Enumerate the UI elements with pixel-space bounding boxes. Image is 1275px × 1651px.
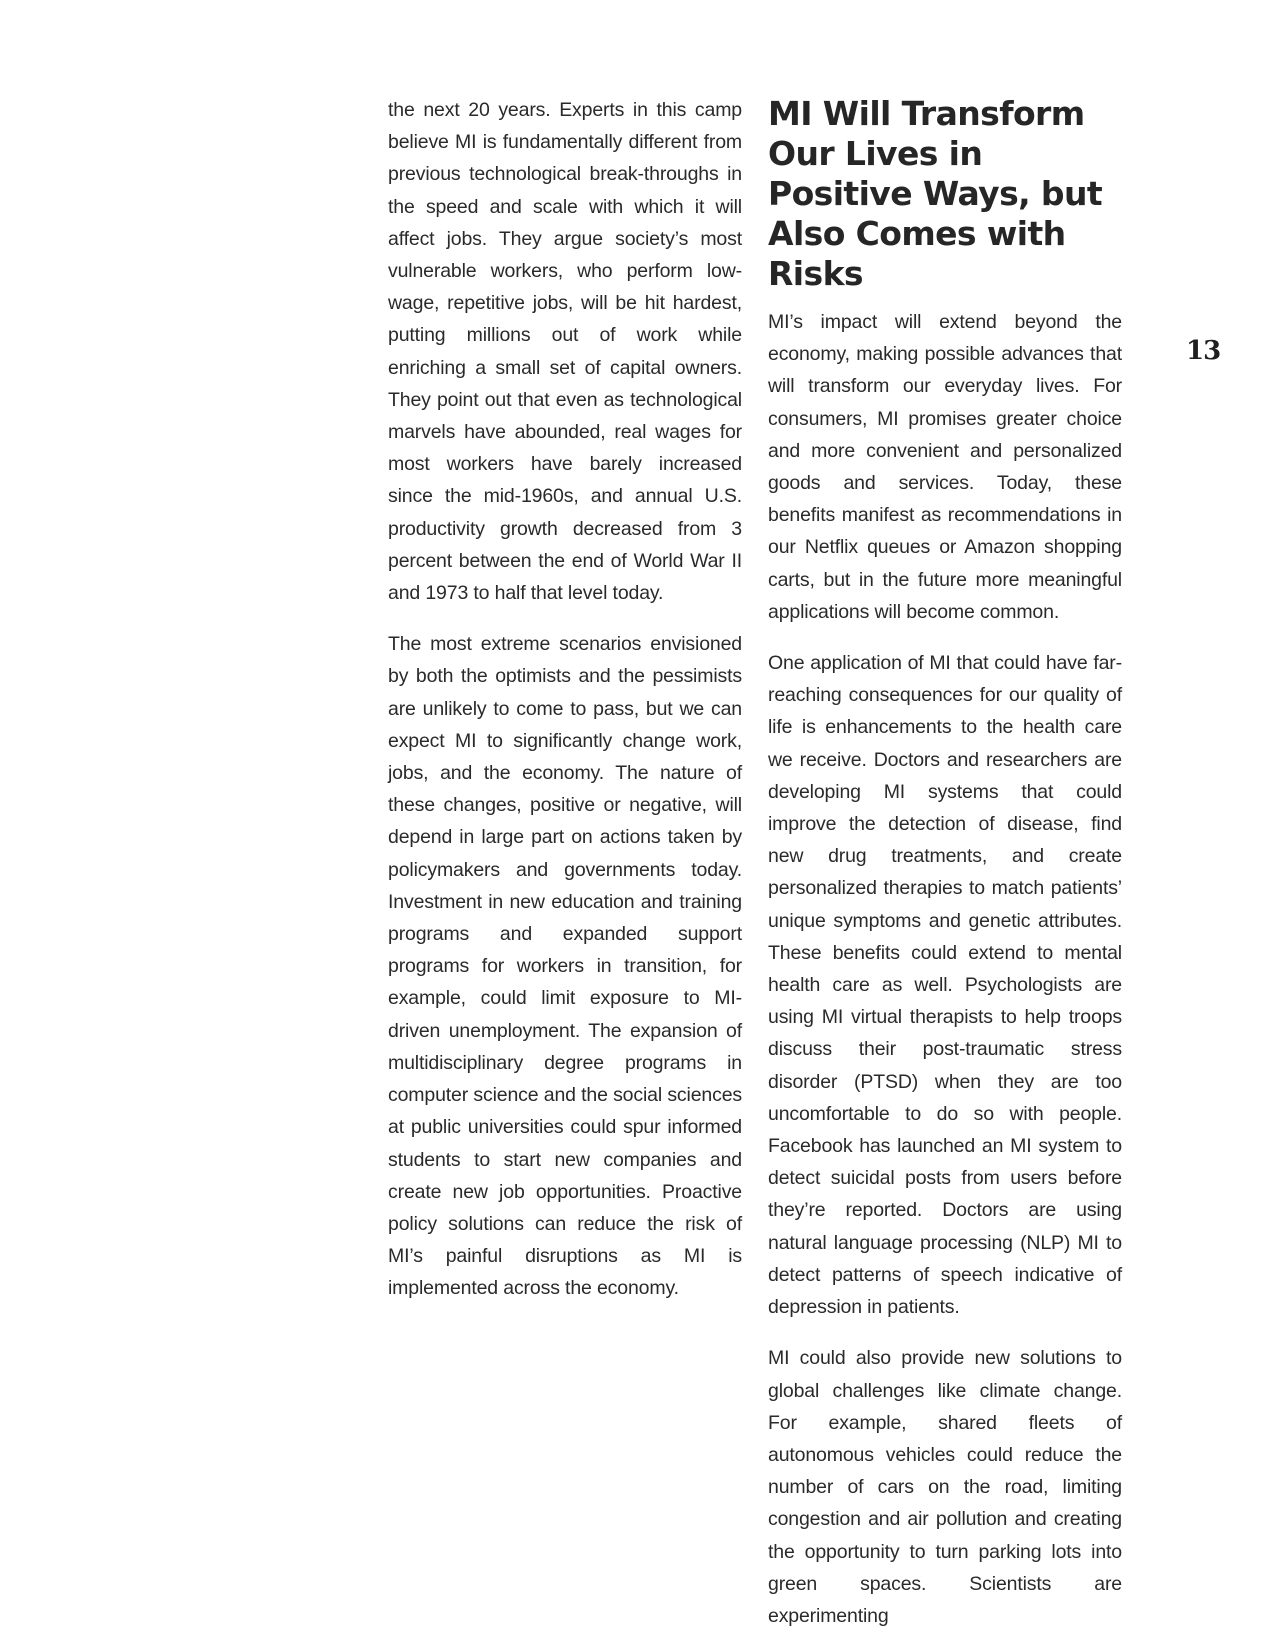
page-number: 13	[1186, 336, 1221, 366]
left-paragraph-1: the next 20 years. Experts in this camp believe MI is fundamentally different from previous technological break-throughs in the speed and scale with which it will affect jobs. They argue society’s most vulnerable workers, who perform low-wage, repetitive jobs, will be hit hardest, putting millions out of work while enriching a small set of capital owners. They point out that even as technological marvels have abounded, real wages for most workers have barely increased since the mid-1960s, and annual U.S. productivity growth decreased from 3 percent between the end of World War II and 1973 to half that level today.	[388, 99, 742, 605]
section-heading: MI Will Transform Our Lives in Positive Ways, but Also Comes with Risks	[768, 94, 1103, 293]
right-paragraph-3: MI could also provide new solutions to global challenges like climate change. For example, shared fleets of autonomous vehicles could reduce the number of cars on the road, limiting congestion and air pollution and creating the opportunity to turn parking lots into green spaces. Scientists are experimenting	[768, 1347, 1122, 1627]
right-paragraph-1: MI’s impact will extend beyond the economy, making possible advances that will transform our everyday lives. For consumers, MI promises greater choice and more convenient and personalized goods and services. Today, these benefits manifest as recommendations in our Netflix queues or Amazon shopping carts, but in the future more meaningful applications will become common.	[768, 311, 1122, 623]
right-column	[768, 94, 1122, 1651]
left-paragraph-2: The most extreme scenarios envisioned by both the optimists and the pessimists are unlikely to come to pass, but we can expect MI to significantly change work, jobs, and the economy. The nature of these changes, positive or negative, will depend in large part on actions taken by policymakers and governments today. Investment in new education and training programs and expanded support programs for workers in transition, for example, could limit exposure to MI-driven unemployment. The expansion of multidisciplinary degree programs in computer science and the social sciences at public universities could spur informed students to start new companies and create new job opportunities. Proactive policy solutions can reduce the risk of MI’s painful disruptions as MI is implemented across the economy.	[388, 633, 742, 1300]
left-column	[388, 94, 742, 1324]
right-paragraph-2: One application of MI that could have far-reaching consequences for our quality of life is enhancements to the health care we receive. Doctors and researchers are developing MI systems that could improve the detection of disease, find new drug treatments, and create personalized therapies to match patients’ unique symptoms and genetic attributes. These benefits could extend to mental health care as well. Psychologists are using MI virtual therapists to help troops discuss their post-traumatic stress disorder (PTSD) when they are too uncomfortable to do so with people. Facebook has launched an MI system to detect suicidal posts from users before they’re reported. Doctors are using natural language processing (NLP) MI to detect patterns of speech indicative of depression in patients.	[768, 652, 1122, 1319]
